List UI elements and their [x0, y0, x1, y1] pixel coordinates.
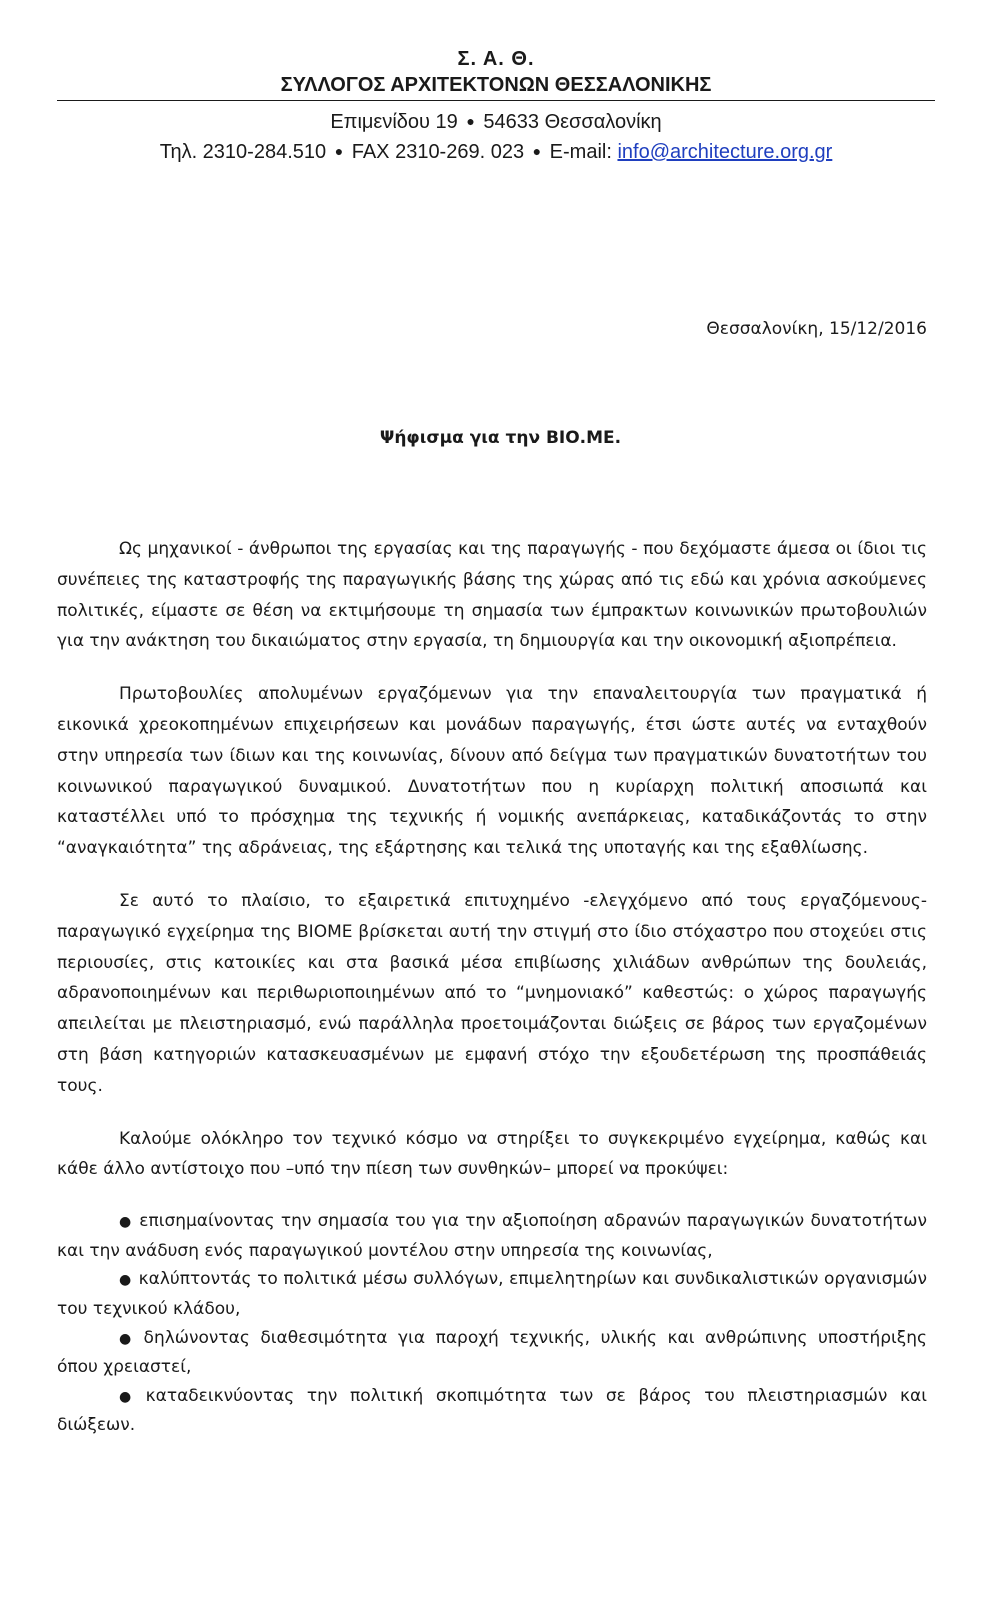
- association-abbreviation: Σ. Α. Θ.: [457, 48, 535, 70]
- address-postal-city: 54633 Θεσσαλονίκη: [483, 111, 662, 133]
- action-list: [57, 1207, 927, 1440]
- bullet-separator-icon: ●: [532, 143, 542, 159]
- paragraph: Πρωτοβουλίες απολυμένων εργαζόμενων για την επαναλειτουργία των πραγματικά ή εικονικά χρεοκοπημένων επιχειρήσεων και μονάδων παραγωγής, έτσι ώστε αυτές να ενταχθούν στην υπηρεσία των ίδιων και της κοινωνίας, δίνουν από δείγμα των πραγματικών δυνατοτήτων του κοινωνικού παραγωγικού δυναμικού. Δυνατοτήτων που η κυρίαρχη πολιτική αποσιωπά και καταστέλλει υπό το πρόσχημα της τεχνικής ή νομικής ανεπάρκειας, καταδικάζοντάς το στην “αναγκαιότητα” της αδράνειας, της εξάρτησης και τελικά της υποταγής και της εξαθλίωσης.: [57, 684, 927, 859]
- paragraph: Ως μηχανικοί - άνθρωποι της εργασίας και της παραγωγής - που δεχόμαστε άμεσα οι ίδιοι τις συνέπειες της καταστροφής της παραγωγικής βάσης της χώρας από τις εδώ και χρόνια ασκούμενες πολιτικές, είμαστε σε θέση να εκτιμήσουμε τη σημασία των έμπρακτων κοινωνικών πρωτοβουλιών για την ανάκτηση του δικαιώματος στην εργασία, τη δημιουργία και την οικονομική αξιοπρέπεια.: [57, 539, 927, 652]
- bullet-icon: ●: [119, 1388, 132, 1405]
- bullet-icon: ●: [119, 1214, 132, 1231]
- contact-email-link[interactable]: info@architecture.org.gr: [617, 141, 833, 163]
- bullet-separator-icon: ●: [466, 113, 475, 129]
- bullet-icon: ●: [119, 1330, 132, 1347]
- paragraph: Σε αυτό το πλαίσιο, το εξαιρετικά επιτυχημένο -ελεγχόμενο από τους εργαζόμενους- παραγωγικό εγχείρημα της ΒΙΟΜΕ βρίσκεται αυτή την στιγμή στο ίδιο στόχαστρο που στοχεύει στις περιουσίες, στις κατοικίες και στα βασικά μέσα επιβίωσης χιλιάδων ανθρώπων της δουλειάς, αδρανοποιημένων και περιθωριοποιημένων από το “μνημονιακό” καθεστώς: ο χώρος παραγωγής απειλείται με πλειστηριασμό, ενώ παράλληλα προετοιμάζονται διώξεις σε βάρος των εργαζομένων στη βάση κατηγοριών κατασκευασμένων με εμφανή στόχο την εξουδετέρωση της προσπάθειάς τους.: [57, 890, 927, 1096]
- list-item: [57, 1324, 927, 1382]
- list-item: [57, 1207, 927, 1265]
- contact-fax: FAX 2310-269. 023: [351, 141, 525, 163]
- list-item-text: δηλώνοντας διαθεσιμότητα για παροχή τεχνικής, υλικής και ανθρώπινης υποστήριξης όπου χρειαστεί,: [57, 1327, 927, 1378]
- bullet-icon: ●: [119, 1272, 132, 1289]
- document-date: Θεσσαλονίκη, 15/12/2016: [706, 319, 927, 339]
- association-address: [57, 107, 935, 136]
- association-contact: [57, 136, 935, 167]
- letterhead: [57, 46, 935, 167]
- document-body: [57, 534, 927, 1440]
- contact-phone: Τηλ. 2310-284.510: [159, 141, 327, 163]
- address-street: Επιμενίδου 19: [330, 111, 458, 133]
- list-item: [57, 1265, 927, 1323]
- paragraph: Καλούμε ολόκληρο τον τεχνικό κόσμο να στηρίξει το συγκεκριμένο εγχείρημα, καθώς και κάθε άλλο αντίστοιχο που –υπό την πίεση των συνθηκών– μπορεί να προκύψει:: [57, 1128, 927, 1180]
- document-title: Ψήφισμα για την ΒΙΟ.ΜΕ.: [379, 428, 622, 448]
- association-name: ΣΥΛΛΟΓΟΣ ΑΡΧΙΤΕΚΤΟΝΩΝ ΘΕΣΣΑΛΟΝΙΚΗΣ: [57, 72, 935, 101]
- list-item-text: καλύπτοντάς το πολιτικά μέσω συλλόγων, επιμελητηρίων και συνδικαλιστικών οργανισμών του τεχνικού κλάδου,: [57, 1269, 927, 1319]
- list-item: [57, 1382, 927, 1440]
- list-item-text: επισημαίνοντας την σημασία του για την αξιοποίηση αδρανών παραγωγικών δυνατοτήτων και την ανάδυση ενός παραγωγικού μοντέλου στην υπηρεσία της κοινωνίας,: [57, 1211, 927, 1261]
- contact-email-label: E-mail:: [549, 141, 612, 163]
- list-item-text: καταδεικνύοντας την πολιτική σκοπιμότητα των σε βάρος του πλειστηριασμών και διώξεων.: [57, 1385, 927, 1436]
- bullet-separator-icon: ●: [334, 143, 344, 159]
